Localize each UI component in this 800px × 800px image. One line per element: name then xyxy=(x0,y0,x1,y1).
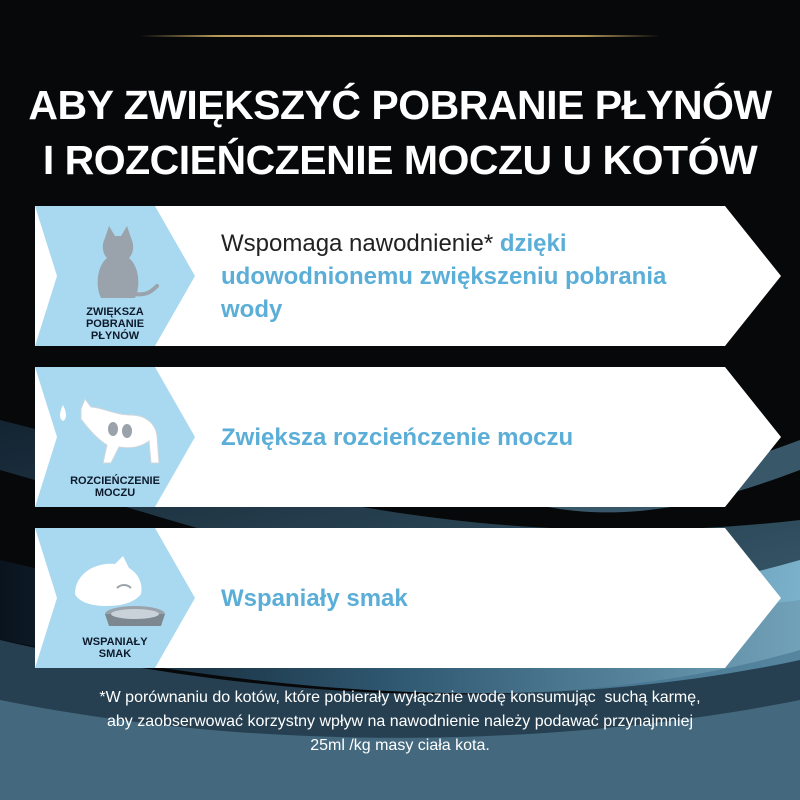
footnote-line-3: 25ml /kg masy ciała kota. xyxy=(310,737,490,754)
footnote-line-1: *W porównaniu do kotów, które pobierały wyłącznie wodę konsumując suchą karmę, xyxy=(99,689,701,706)
footnote xyxy=(0,686,800,758)
benefit-text-blue: Wspaniały smak xyxy=(221,584,408,612)
benefit-text xyxy=(221,206,691,346)
badge-label: ROZCIEŃCZENIE MOCZU xyxy=(70,475,160,499)
benefit-text-blue: dzięki udowodnionemu zwiększeniu pobrania wody xyxy=(221,229,667,323)
page-title xyxy=(0,78,800,188)
benefit-card-taste xyxy=(35,528,781,668)
benefit-card-hydration xyxy=(35,206,781,346)
decorative-gold-line xyxy=(140,35,660,37)
benefit-card-urine-dilution xyxy=(35,367,781,507)
badge-label: ZWIĘKSZA POBRANIE PŁYNÓW xyxy=(85,306,145,342)
title-line-2: I ROZCIEŃCZENIE MOCZU U KOTÓW xyxy=(42,137,758,183)
benefit-text xyxy=(221,367,691,507)
benefit-text xyxy=(221,528,691,668)
footnote-line-2: aby zaobserwować korzystny wpływ na nawodnienie należy podawać przynajmniej xyxy=(106,713,694,730)
title-line-1: ABY ZWIĘKSZYĆ POBRANIE PŁYNÓW xyxy=(28,82,772,128)
benefit-text-dark: Wspomaga nawodnienie* xyxy=(221,229,494,257)
badge-label: WSPANIAŁY SMAK xyxy=(82,636,148,660)
benefit-text-blue: Zwiększa rozcieńczenie moczu xyxy=(221,423,574,451)
